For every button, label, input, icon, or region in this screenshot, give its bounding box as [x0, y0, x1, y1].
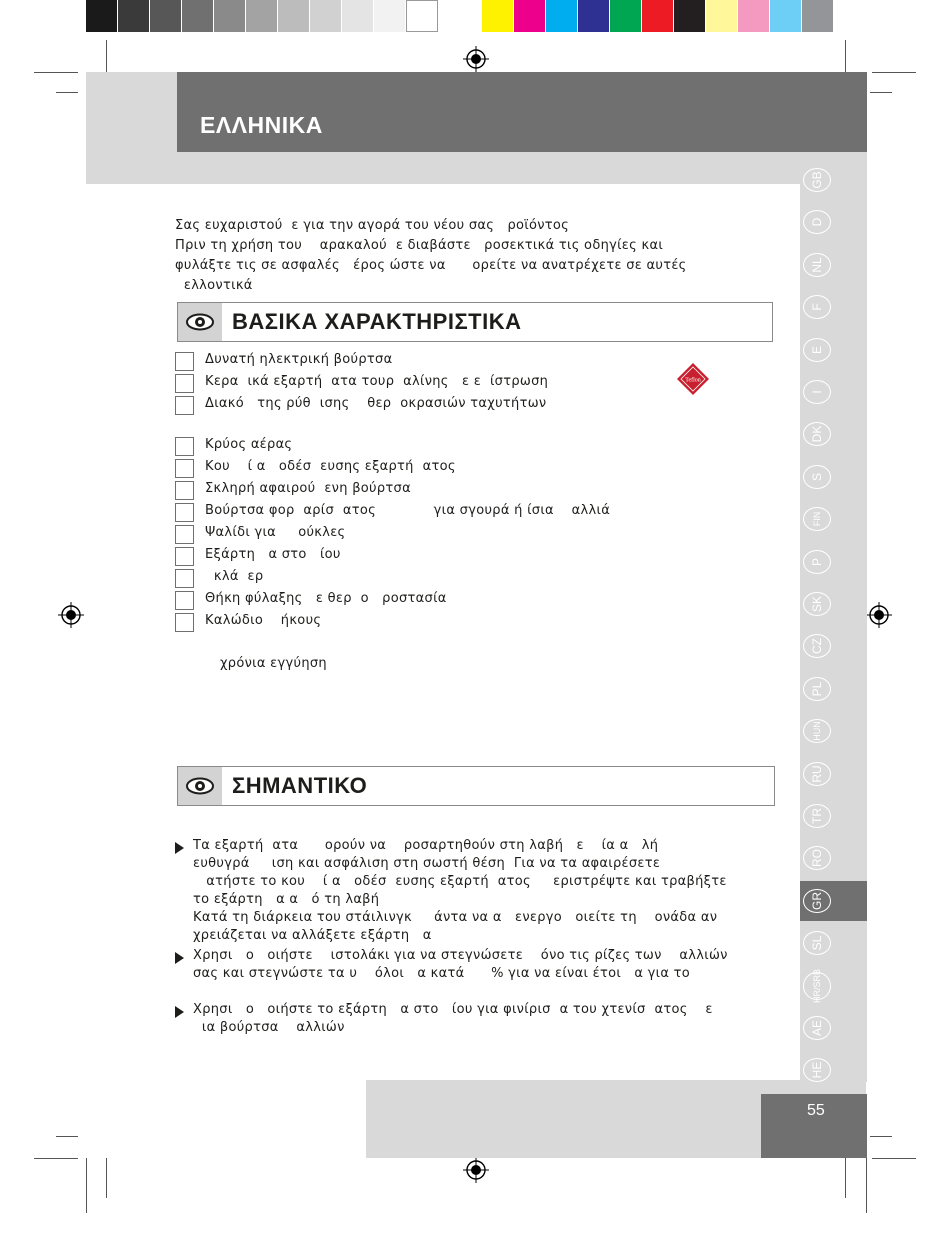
color-swatch [738, 0, 770, 32]
crop-mark [845, 1158, 846, 1198]
crop-mark [86, 1158, 87, 1213]
language-tab-label: HUN [803, 719, 831, 743]
color-swatch [706, 0, 738, 32]
important-section-header [177, 766, 775, 806]
language-tab-label: F [803, 295, 831, 319]
teflon-badge-icon [676, 362, 710, 396]
language-tab-label: NL [803, 253, 831, 277]
language-tab-dk[interactable] [805, 417, 829, 451]
page-header [177, 72, 867, 152]
bullet-text-line: το εξάρτη α α ό τη λαβή [193, 892, 380, 907]
registration-mark-icon [463, 46, 489, 72]
language-tab-label: GB [803, 168, 831, 192]
eye-icon [178, 767, 222, 805]
language-tab-ru[interactable] [805, 757, 829, 791]
checkbox-icon [175, 525, 194, 544]
page-number-box [761, 1094, 867, 1158]
crop-mark [56, 92, 78, 93]
language-tab-label: GR [803, 889, 831, 913]
checklist-label: Δυνατή ηλεκτρική βούρτσα [205, 352, 393, 367]
crop-mark [34, 1158, 78, 1159]
gray-swatch [406, 0, 438, 32]
language-tab-pl[interactable] [805, 672, 829, 706]
language-tab-label: SK [803, 592, 831, 616]
checkbox-icon [175, 396, 194, 415]
language-tab-label: RO [803, 846, 831, 870]
bullet-text-line: Κατά τη διάρκεια του στάιλινγκ άντα να α ενεργο οιείτε τη ονάδα αν [193, 910, 718, 925]
language-tab-label: HE [803, 1058, 831, 1082]
intro-line: Πριν τη χρήση του αρακαλού ε διαβάστε ροσεκτικά τις οδηγίες και [175, 238, 664, 253]
language-tab-hun[interactable] [805, 714, 829, 748]
color-swatch [546, 0, 578, 32]
bullet-text-line: Χρησι ο οιήστε ιστολάκι για να στεγνώσετε όνο τις ρίζες των αλλιών [193, 948, 728, 963]
bullet-text-line: ια βούρτσα αλλιών [193, 1020, 345, 1035]
bullet-text-line: ατήστε το κου ί α οδέσ ευσης εξαρτή ατος εριστρέψτε και τραβήξτε [193, 874, 727, 889]
checkbox-icon [175, 503, 194, 522]
checklist-label: Καλώδιο ήκους [205, 613, 322, 628]
checkbox-icon [175, 591, 194, 610]
color-swatch [674, 0, 706, 32]
checklist-label: κλά ερ [205, 569, 264, 584]
gray-swatch [310, 0, 342, 32]
language-tab-fin[interactable] [805, 502, 829, 536]
checkbox-icon [175, 547, 194, 566]
language-tab-sk[interactable] [805, 587, 829, 621]
bullet-text-line: χρειάζεται να αλλάξετε εξάρτη α [193, 928, 432, 943]
language-tab-i[interactable] [805, 375, 829, 409]
bullet-text-line: ευθυγρά ιση και ασφάλιση στη σωστή θέση Για να τα αφαιρέσετε [193, 856, 661, 871]
language-tab-hr-srb[interactable] [805, 969, 829, 1003]
checkbox-icon [175, 352, 194, 371]
language-tab-ae[interactable] [805, 1011, 829, 1045]
checklist-label: Κερα ικά εξαρτή ατα τουρ αλίνης ε ε ίστρωση [205, 374, 549, 389]
checklist-label: Ψαλίδι για ούκλες [205, 525, 346, 540]
gray-swatch [150, 0, 182, 32]
page-number: 55 [807, 1102, 825, 1119]
checkbox-icon [175, 459, 194, 478]
language-tab-label: SL [803, 931, 831, 955]
bullet-arrow-icon [175, 842, 184, 854]
gray-swatch [374, 0, 406, 32]
language-tab-label: I [803, 380, 831, 404]
language-tab-label: CZ [803, 634, 831, 658]
checkbox-icon [175, 569, 194, 588]
registration-mark-icon [58, 602, 84, 628]
intro-line: φυλάξτε τις σε ασφαλές έρος ώστε να ορείτε να ανατρέχετε σε αυτές [175, 258, 687, 273]
gray-swatch [342, 0, 374, 32]
checklist-label: Διακό της ρύθ ισης θερ οκρασιών ταχυτήτων [205, 396, 547, 411]
language-tab-label: S [803, 465, 831, 489]
crop-mark [870, 92, 892, 93]
language-tab-label: FIN [803, 507, 831, 531]
language-tab-d[interactable] [805, 205, 829, 239]
checklist-label: Σκληρή αφαιρού ενη βούρτσα [205, 481, 411, 496]
intro-line: Σας ευχαριστού ε για την αγορά του νέου σας ροϊόντος [175, 218, 570, 233]
bullet-arrow-icon [175, 1006, 184, 1018]
checklist-label: Βούρτσα φορ αρίσ ατος για σγουρά ή ίσια αλλιά [205, 503, 611, 518]
language-tab-s[interactable] [805, 460, 829, 494]
checklist-label: Κου ί α οδέσ ευσης εξαρτή ατος [205, 459, 456, 474]
gray-swatch [278, 0, 310, 32]
language-tab-label: DK [803, 422, 831, 446]
gray-swatch [118, 0, 150, 32]
language-tab-label: PL [803, 677, 831, 701]
bullet-text-line: Τα εξαρτή ατα ορούν να ροσαρτηθούν στη λαβή ε ία α λή [193, 838, 659, 853]
warranty-text: χρόνια εγγύηση [220, 656, 327, 671]
language-tab-ro[interactable] [805, 841, 829, 875]
language-tab-tr[interactable] [805, 799, 829, 833]
crop-mark [872, 72, 916, 73]
checklist-label: Εξάρτη α στο ίου [205, 547, 341, 562]
language-tab-f[interactable] [805, 290, 829, 324]
language-tab-label: D [803, 210, 831, 234]
checklist-label: Θήκη φύλαξης ε θερ ο ροστασία [205, 591, 447, 606]
crop-mark [34, 72, 78, 73]
crop-mark [845, 40, 846, 76]
language-tab-gr[interactable] [805, 884, 829, 918]
checkbox-icon [175, 613, 194, 632]
language-tab-label: E [803, 338, 831, 362]
eye-icon [178, 303, 222, 341]
gray-swatch [246, 0, 278, 32]
page-title: ΕΛΛΗΝΙΚΑ [200, 112, 323, 138]
gray-swatch [86, 0, 118, 32]
language-tab-p[interactable] [805, 545, 829, 579]
color-swatch [514, 0, 546, 32]
important-title: ΣΗΜΑΝΤΙΚΟ [232, 773, 368, 798]
language-tab-cz[interactable] [805, 629, 829, 663]
color-swatch [578, 0, 610, 32]
color-swatch [482, 0, 514, 32]
language-tab-label: AE [803, 1016, 831, 1040]
language-tab-label: HR/SRB [803, 972, 831, 1000]
language-tab-label: TR [803, 804, 831, 828]
language-tab-label: P [803, 550, 831, 574]
crop-mark [872, 1158, 916, 1159]
features-section-header [177, 302, 773, 342]
language-tab-nl[interactable] [805, 248, 829, 282]
bullet-text-line: σας και στεγνώστε τα υ όλοι α κατά % για να είναι έτοι α για το [193, 966, 690, 981]
bullet-text-line: Χρησι ο οιήστε το εξάρτη α στο ίου για φινίρισ α του χτενίσ ατος ε [193, 1002, 713, 1017]
language-tab-gb[interactable] [805, 163, 829, 197]
crop-mark [870, 1136, 892, 1137]
gray-swatch [182, 0, 214, 32]
color-swatch [610, 0, 642, 32]
color-swatch [770, 0, 802, 32]
bullet-arrow-icon [175, 952, 184, 964]
language-tab-he[interactable] [805, 1053, 829, 1087]
checkbox-icon [175, 374, 194, 393]
language-tab-e[interactable] [805, 333, 829, 367]
color-swatch [642, 0, 674, 32]
gray-color-bar [86, 0, 438, 32]
crop-mark [56, 1136, 78, 1137]
checklist-label: Κρύος αέρας [205, 437, 293, 452]
checkbox-icon [175, 481, 194, 500]
gray-swatch [214, 0, 246, 32]
checkbox-icon [175, 437, 194, 456]
teflon-badge-text: Teflon [685, 377, 701, 384]
language-tab-label: RU [803, 762, 831, 786]
registration-mark-icon [866, 602, 892, 628]
color-swatch [802, 0, 834, 32]
intro-paragraph [175, 216, 775, 296]
features-title: ΒΑΣΙΚΑ ΧΑΡΑΚΤΗΡΙΣΤΙΚΑ [232, 309, 522, 334]
crop-mark [106, 40, 107, 76]
process-color-bar [482, 0, 834, 32]
crop-mark [106, 1158, 107, 1198]
crop-mark [866, 1158, 867, 1213]
registration-mark-icon [463, 1157, 489, 1183]
intro-line: ελλοντικά [175, 278, 253, 293]
language-tab-sl[interactable] [805, 926, 829, 960]
